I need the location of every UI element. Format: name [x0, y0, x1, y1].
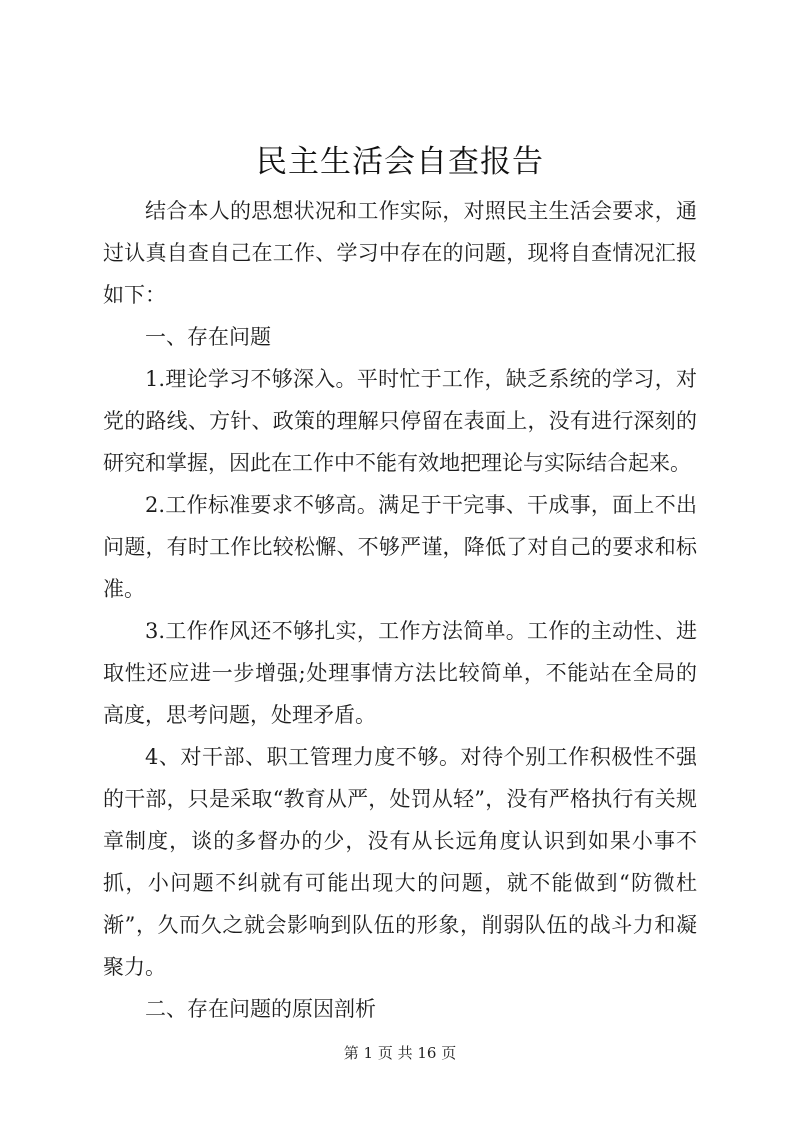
document-body	[103, 190, 697, 1030]
problem-item-2: 2.工作标准要求不够高。满足于干完事、干成事，面上不出问题，有时工作比较松懈、不够严谨，降低了对自己的要求和标准。	[103, 493, 697, 601]
page-number-footer: 第 1 页 共 16 页	[343, 1044, 457, 1062]
problem-item-4: 4、对干部、职工管理力度不够。对待个别工作积极性不强的干部，只是采取“教育从严，处罚从轻”，没有严格执行有关规章制度，谈的多督办的少，没有从长远角度认识到如果小事不抓，小问题不纠就有可能出现大的问题，就不能做到“防微杜渐”，久而久之就会影响到队伍的形象，削弱队伍的战斗力和凝聚力。	[103, 745, 697, 979]
intro-paragraph: 结合本人的思想状况和工作实际，对照民主生活会要求，通过认真自查自己在工作、学习中存在的问题，现将自查情况汇报如下：	[103, 199, 697, 307]
section-heading-causes: 二、存在问题的原因剖析	[145, 997, 376, 1021]
document-title: 民主生活会自查报告	[256, 144, 544, 180]
section-heading-problems: 一、存在问题	[145, 325, 271, 349]
problem-item-1: 1.理论学习不够深入。平时忙于工作，缺乏系统的学习，对党的路线、方针、政策的理解只停留在表面上，没有进行深刻的研究和掌握，因此在工作中不能有效地把理论与实际结合起来。	[103, 367, 697, 475]
problem-item-3: 3.工作作风还不够扎实，工作方法简单。工作的主动性、进取性还应进一步增强;处理事情方法比较简单，不能站在全局的高度，思考问题，处理矛盾。	[103, 619, 697, 727]
